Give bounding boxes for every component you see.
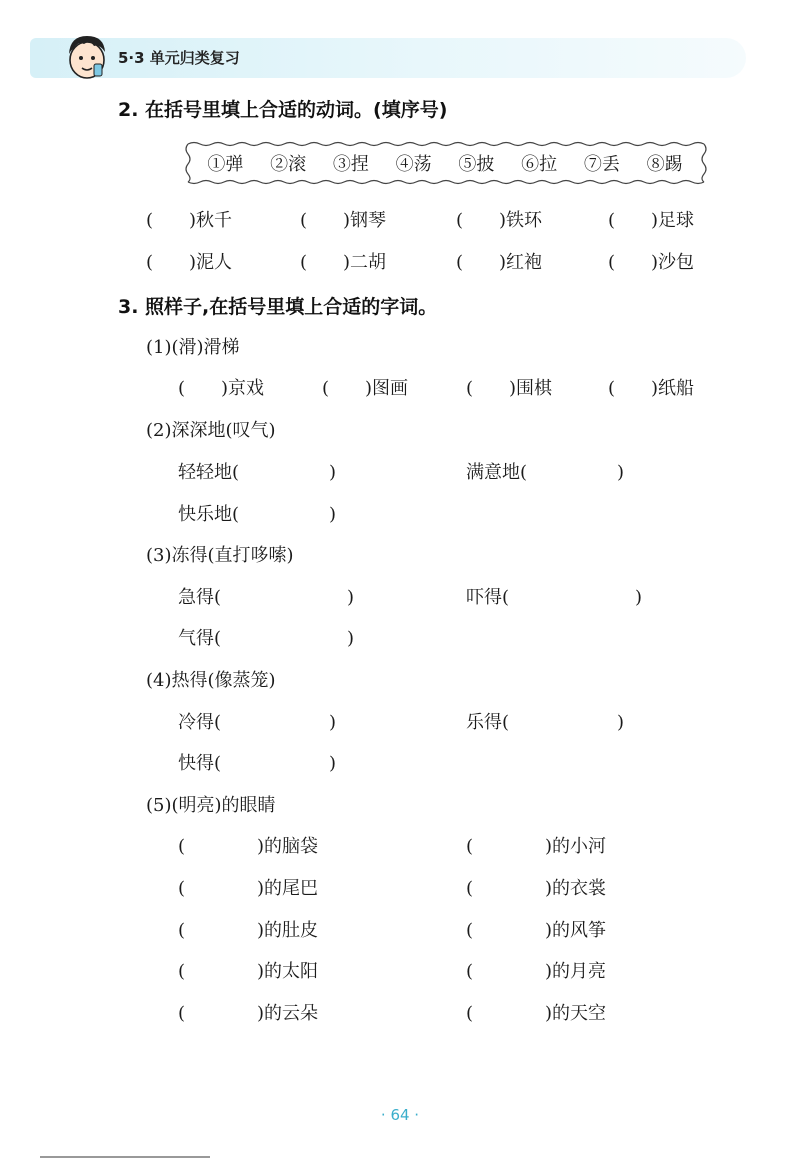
- word-option: ④荡: [395, 154, 432, 175]
- word-option: ②滚: [270, 154, 307, 175]
- blank-item[interactable]: ( )的脑袋: [178, 836, 319, 857]
- blank-item[interactable]: ( )足球: [608, 210, 695, 231]
- blank-item[interactable]: ( )红袍: [456, 252, 543, 273]
- word-bank-box: [180, 141, 710, 185]
- blank-item[interactable]: 吓得( ): [466, 587, 643, 608]
- blank-item[interactable]: ( )泥人: [146, 252, 233, 273]
- blank-item[interactable]: ( )铁环: [456, 210, 543, 231]
- blank-item[interactable]: ( )的肚皮: [178, 920, 319, 941]
- blank-item[interactable]: 轻轻地( ): [178, 462, 337, 483]
- q1-example: (1)(滑)滑梯: [146, 337, 240, 358]
- blank-item[interactable]: ( )钢琴: [300, 210, 387, 231]
- blank-item[interactable]: ( )的小河: [466, 836, 607, 857]
- blank-item[interactable]: ( )的衣裳: [466, 878, 607, 899]
- word-bank-list: [180, 141, 710, 185]
- page-number: · 64 ·: [380, 1106, 420, 1124]
- blank-item[interactable]: ( )围棋: [466, 378, 553, 399]
- section-3-title: 3. 照样子,在括号里填上合适的字词。: [118, 296, 438, 318]
- word-option: ⑧踢: [646, 154, 683, 175]
- blank-item[interactable]: 乐得( ): [466, 712, 625, 733]
- blank-item[interactable]: 满意地( ): [466, 462, 625, 483]
- q4-example: (4)热得(像蒸笼): [146, 670, 276, 691]
- blank-item[interactable]: 急得( ): [178, 587, 355, 608]
- boy-mascot-icon: [60, 30, 114, 82]
- word-option: ⑦丢: [583, 154, 620, 175]
- word-option: ⑥拉: [521, 154, 558, 175]
- footer-divider: [40, 1156, 210, 1158]
- blank-item[interactable]: 冷得( ): [178, 712, 337, 733]
- blank-item[interactable]: ( )的风筝: [466, 920, 607, 941]
- word-option: ①弹: [207, 154, 244, 175]
- blank-item[interactable]: ( )纸船: [608, 378, 695, 399]
- blank-item[interactable]: ( )的月亮: [466, 961, 607, 982]
- blank-item[interactable]: ( )的云朵: [178, 1003, 319, 1024]
- blank-item[interactable]: 快乐地( ): [178, 504, 337, 525]
- header-title: 5·3 单元归类复习: [118, 49, 240, 67]
- word-option: ③捏: [332, 154, 369, 175]
- blank-item[interactable]: ( )图画: [322, 378, 409, 399]
- blank-item[interactable]: ( )二胡: [300, 252, 387, 273]
- blank-item[interactable]: ( )京戏: [178, 378, 265, 399]
- section-2-title: 2. 在括号里填上合适的动词。(填序号): [118, 99, 448, 121]
- blank-item[interactable]: ( )秋千: [146, 210, 233, 231]
- blank-item[interactable]: 快得( ): [178, 753, 337, 774]
- blank-item[interactable]: ( )的天空: [466, 1003, 607, 1024]
- q3-example: (3)冻得(直打哆嗦): [146, 545, 294, 566]
- blank-item[interactable]: ( )沙包: [608, 252, 695, 273]
- word-option: ⑤披: [458, 154, 495, 175]
- q5-example: (5)(明亮)的眼睛: [146, 795, 276, 816]
- blank-item[interactable]: ( )的尾巴: [178, 878, 319, 899]
- blank-item[interactable]: 气得( ): [178, 628, 355, 649]
- blank-item[interactable]: ( )的太阳: [178, 961, 319, 982]
- q2-example: (2)深深地(叹气): [146, 420, 276, 441]
